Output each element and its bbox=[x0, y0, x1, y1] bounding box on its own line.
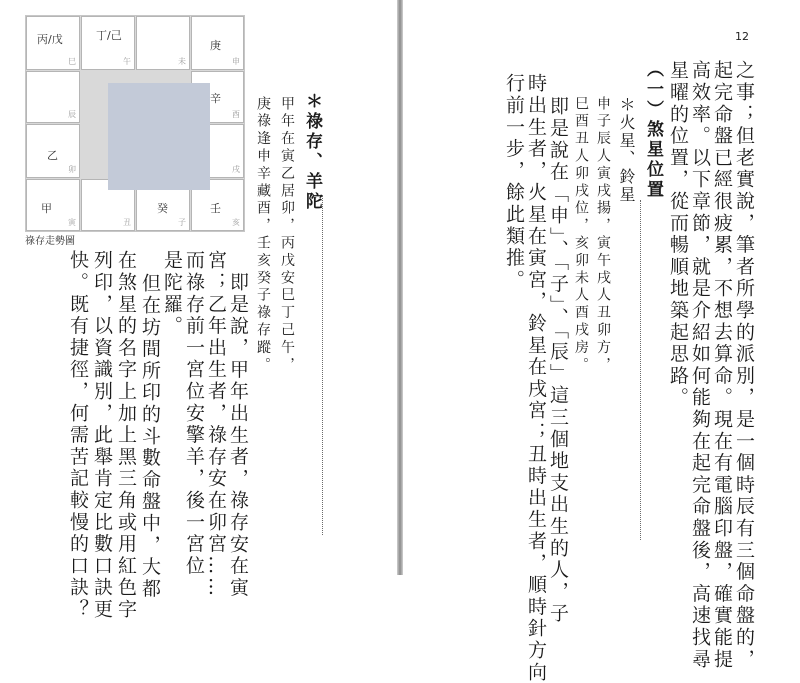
cell-branch: 寅 bbox=[68, 218, 76, 227]
cell-stem: 甲 bbox=[41, 202, 52, 215]
cell-stem: 壬 bbox=[210, 202, 221, 215]
cell-stem: 癸 bbox=[157, 202, 168, 215]
cell-stem: 乙 bbox=[47, 149, 58, 162]
chart-cell-chen bbox=[26, 71, 80, 123]
cell-stem: 庚 bbox=[210, 39, 221, 52]
cell-branch: 戌 bbox=[232, 165, 240, 174]
huoling-rule-line: 巳酉丑人卯戌位，亥卯未人酉戌房。 bbox=[573, 96, 589, 375]
paragraph-line: 即是說在「申」、「子」、「辰」這三個地支出生的人，子 bbox=[547, 96, 569, 625]
paragraph-line: 列印，以資識別，此舉肯定比數口訣更 bbox=[91, 250, 113, 621]
book-gutter bbox=[397, 0, 403, 575]
paragraph-line: 但在坊間所印的斗數命盤中，大都 bbox=[139, 273, 161, 600]
cell-branch: 辰 bbox=[68, 110, 76, 119]
paragraph-line: 時出生者，火星在寅宮，鈴星在戌宮；丑時出生者，順時針方向 bbox=[525, 73, 547, 683]
section-heading: （一）煞星位置 bbox=[643, 60, 663, 200]
paragraph-line: 行前一步，餘此類推。 bbox=[503, 73, 525, 291]
paragraph-line: 之事；但老實說，筆者所學的派別，是一個時辰有三個命盤的， bbox=[733, 60, 755, 671]
cell-branch: 午 bbox=[123, 57, 131, 66]
lucun-chart bbox=[25, 15, 245, 232]
cell-stem: 丙/戊 bbox=[37, 33, 63, 46]
chart-cell-mao bbox=[26, 124, 80, 178]
cell-stem: 辛 bbox=[210, 92, 221, 105]
chart-cell-si bbox=[26, 16, 80, 70]
lucun-rule-line: 甲年在寅乙居卯，丙戊安巳丁己午， bbox=[279, 96, 295, 375]
paragraph-line: 在煞星的名字上加上黑三角或用紅色字 bbox=[115, 250, 137, 621]
lucun-heading: ＊祿存、羊陀 bbox=[302, 92, 322, 212]
chart-caption: 祿存走勢圖 bbox=[25, 236, 75, 247]
cell-branch: 亥 bbox=[232, 218, 240, 227]
paragraph-line: 起完命盤已經很疲累，不想去算命。現在有電腦印盤，確實能提 bbox=[711, 60, 733, 671]
paragraph-line: 宮；乙年出生者，祿存安在卯宮…… bbox=[205, 250, 227, 599]
cell-branch: 酉 bbox=[232, 110, 240, 119]
cell-branch: 子 bbox=[178, 218, 186, 227]
cell-branch: 未 bbox=[178, 57, 186, 66]
cell-branch: 巳 bbox=[68, 57, 76, 66]
paragraph-line: 星曜的位置，從而暢順地築起思路。 bbox=[667, 60, 689, 409]
chart-cell-shen bbox=[191, 16, 244, 70]
paragraph-line: 即是說，甲年出生者，祿存安在寅 bbox=[227, 272, 249, 599]
section-rule bbox=[640, 200, 641, 540]
cell-branch: 申 bbox=[232, 57, 240, 66]
chart-cell-wei bbox=[136, 16, 190, 70]
paragraph-line: 而祿存前一宮位安擎羊，後一宮位 bbox=[183, 250, 205, 577]
cell-branch: 丑 bbox=[123, 218, 131, 227]
lucun-rule-line: 庚祿逢申辛藏酉，壬亥癸子祿存蹤。 bbox=[255, 96, 271, 375]
paragraph-line: 是陀羅。 bbox=[161, 250, 183, 338]
chart-cell-yin bbox=[26, 179, 80, 231]
paragraph-line: 高效率。以下章節，就是介紹如何能夠在起完命盤後，高速找尋 bbox=[689, 60, 711, 671]
paragraph-line: 快。既有捷徑，何需苦記較慢的口訣？ bbox=[67, 250, 89, 621]
chart-cell-wu bbox=[81, 16, 135, 70]
huoling-rule-line: 申子辰人寅戌揚，寅午戌人丑卯方， bbox=[595, 96, 611, 375]
page-number: 12 bbox=[735, 30, 749, 43]
cell-stem: 丁/己 bbox=[96, 29, 122, 42]
sub-heading: ＊火星、鈴星 bbox=[617, 96, 636, 204]
cell-branch: 卯 bbox=[68, 165, 76, 174]
section-rule bbox=[322, 195, 323, 535]
chart-center-panel bbox=[108, 83, 210, 190]
